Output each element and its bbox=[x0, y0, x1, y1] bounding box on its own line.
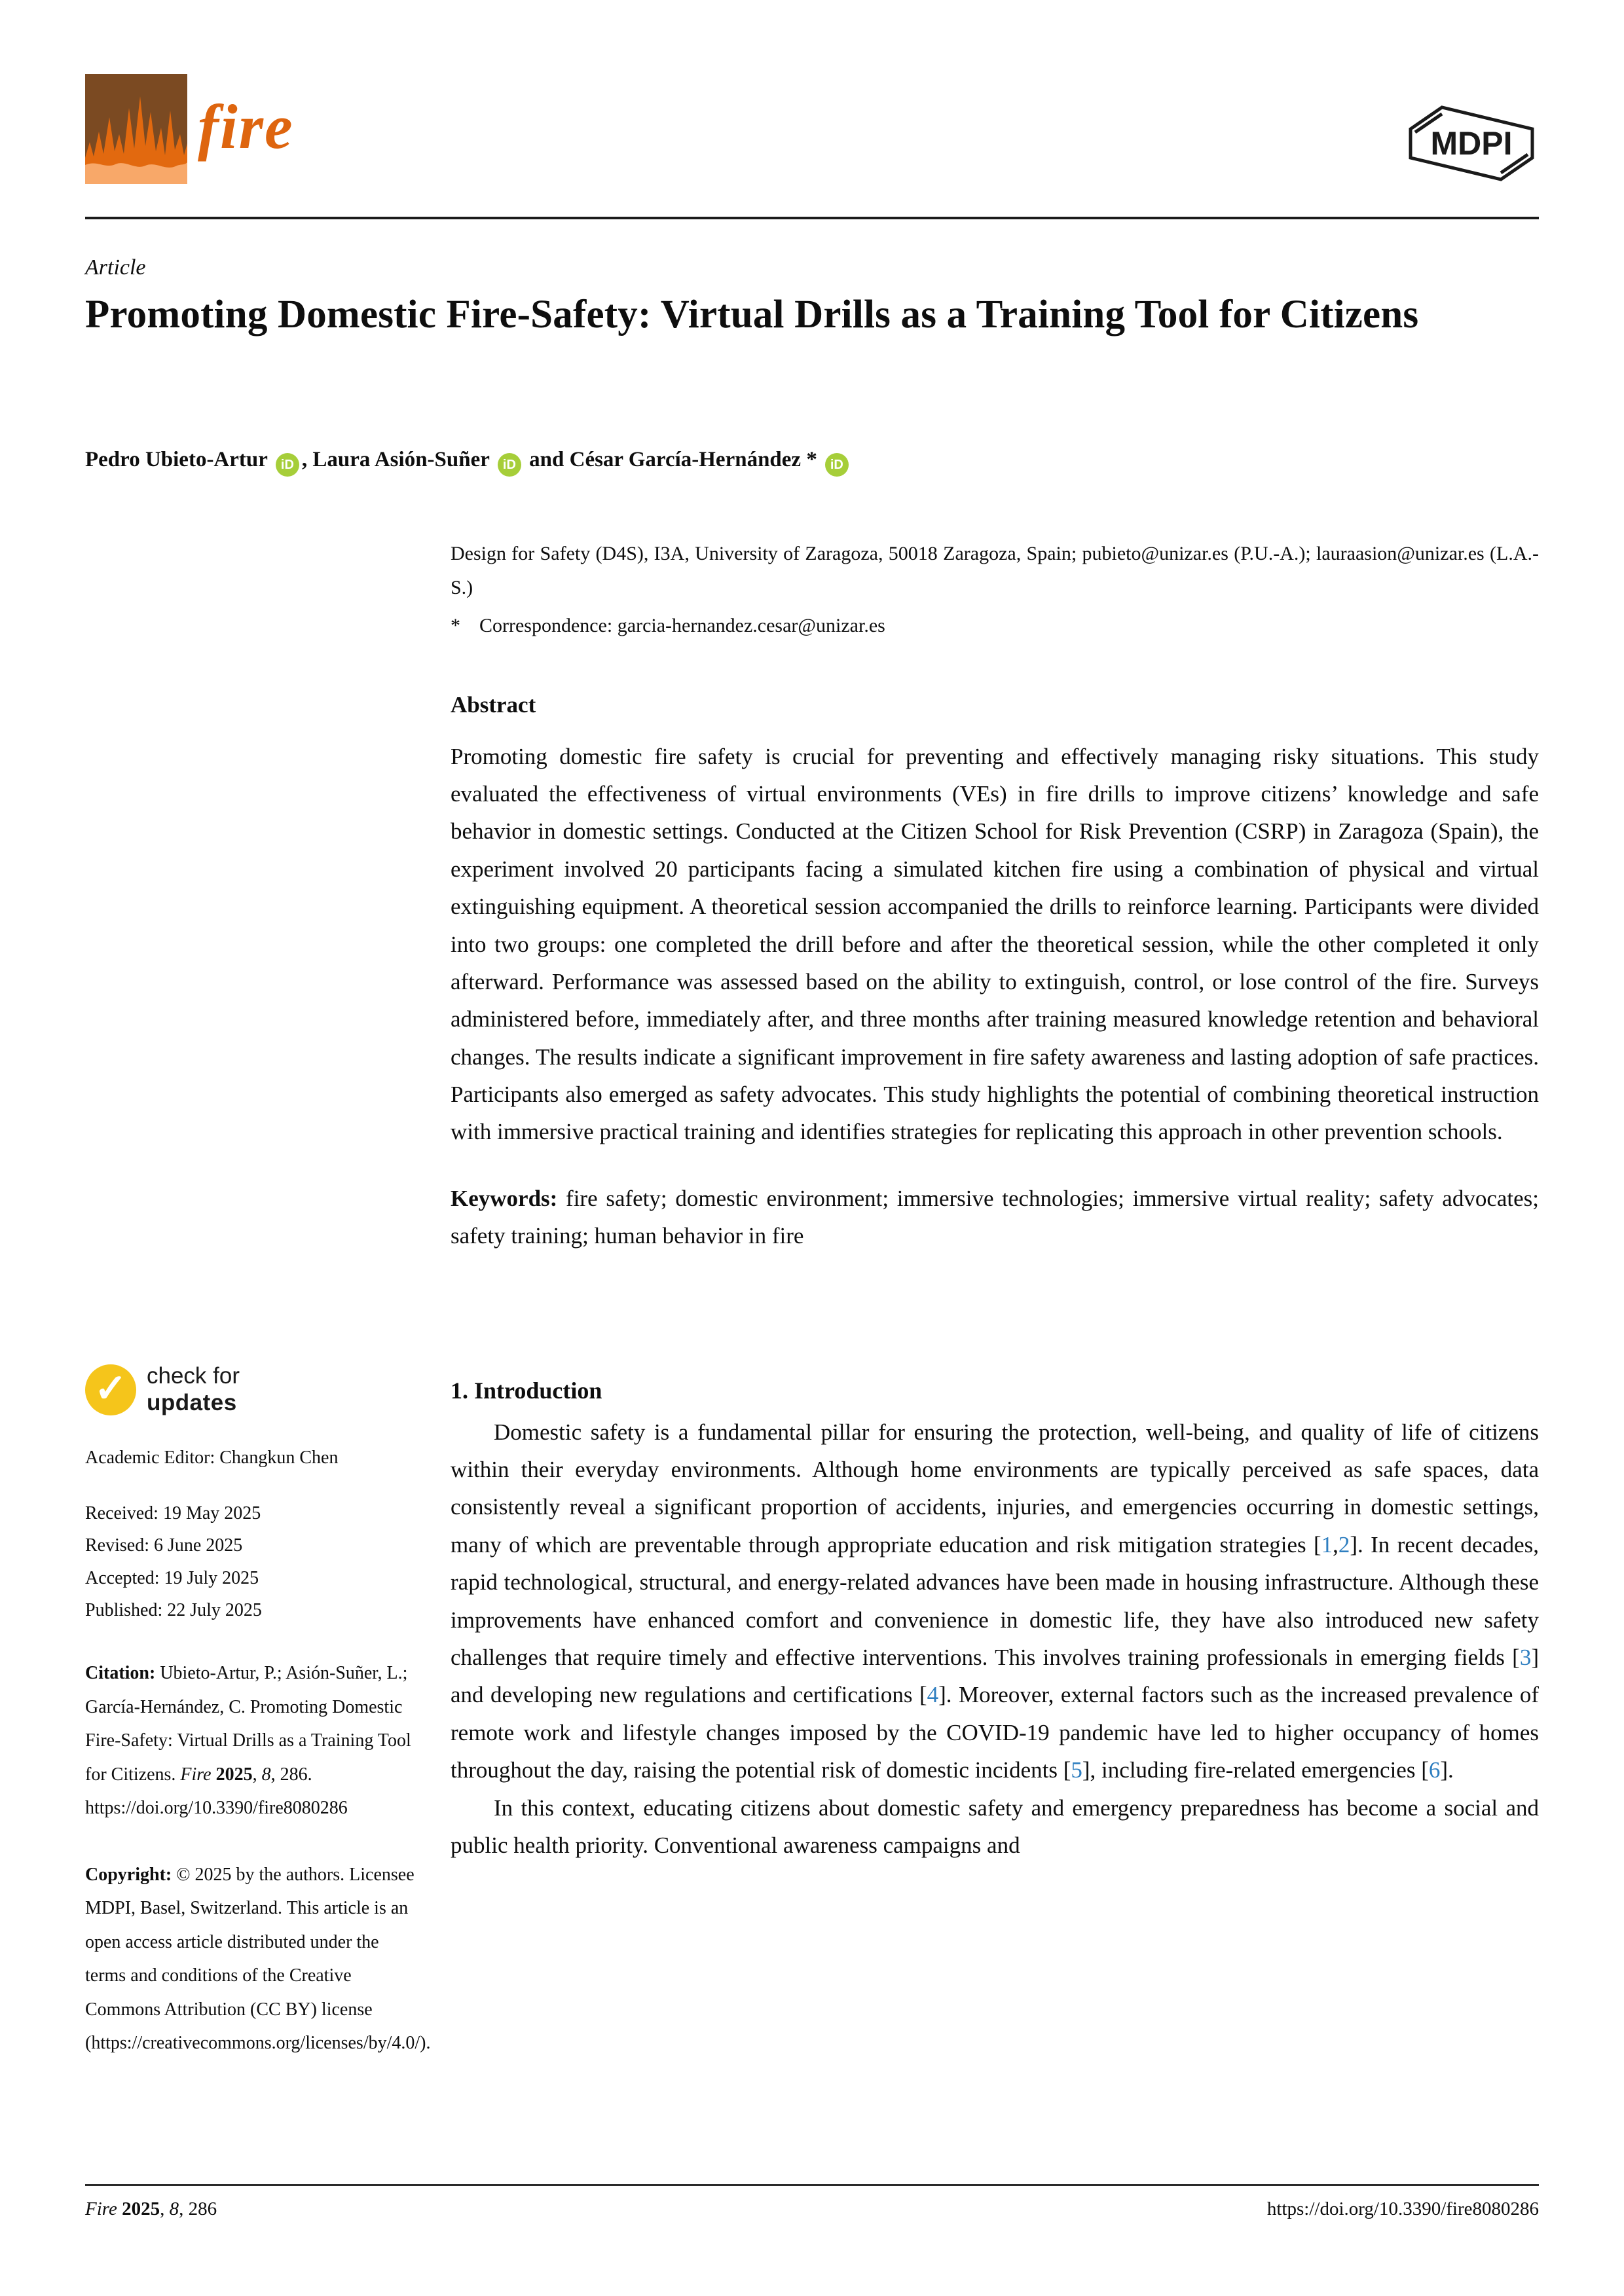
introduction-paragraph-1: Domestic safety is a fundamental pillar for ensuring the protection, well-being, and quality of life of citizens within their everyday environments. Although home environments are typically perceived as safe spaces, data consistently reveal a significant proportion of accidents, injuries, and emergencies occurring in domestic settings, many of which are preventable through appropriate education and risk mitigation strategies [1,2]. In recent decades, rapid technological, structural, and energy-related advances have been made in housing infrastructure. Although these improvements have enhanced comfort and convenience in domestic life, they have also introduced new safety challenges that require timely and effective interventions. This involves training professionals in emerging fields [3] and developing new regulations and certifications [4]. Moreover, external factors such as the increased prevalence of remote work and lifestyle changes imposed by the COVID-19 pandemic have led to higher occupancy of homes throughout the day, raising the potential risk of domestic incidents [5], including fire-related emergencies [6]. bbox=[451, 1419, 1540, 1783]
check-for-updates-line2: updates bbox=[147, 1389, 237, 1415]
flame-icon bbox=[85, 74, 187, 184]
keywords-line: Keywords: fire safety; domestic environment; immersive technologies; immersive virtual reality; safety advocates; safety training; human behavior in fire bbox=[451, 1185, 1540, 1249]
footer-divider bbox=[85, 2184, 1539, 2186]
footer-journal-ref: Fire 2025, 8, 286 bbox=[85, 2198, 217, 2219]
check-for-updates-line1: check for bbox=[147, 1363, 240, 1389]
article-meta-sidebar bbox=[85, 1363, 431, 2060]
correspondence-text[interactable]: Correspondence: garcia-hernandez.cesar@unizar.es bbox=[479, 615, 885, 637]
academic-editor: Academic Editor: Changkun Chen bbox=[85, 1448, 339, 1468]
citation-ref-link[interactable]: 2 bbox=[1338, 1531, 1350, 1558]
author-name: Pedro Ubieto-Artur bbox=[85, 448, 268, 471]
abstract-heading: Abstract bbox=[451, 691, 536, 718]
check-icon: ✓ bbox=[85, 1364, 136, 1415]
check-for-updates-badge[interactable] bbox=[85, 1363, 420, 1416]
orcid-icon[interactable]: iD bbox=[825, 453, 849, 477]
author-separator: and bbox=[523, 448, 570, 471]
footer-doi-link[interactable]: https://doi.org/10.3390/fire8080286 bbox=[1266, 2198, 1539, 2219]
header-divider bbox=[85, 217, 1539, 219]
fire-journal-logo bbox=[85, 74, 187, 184]
mdpi-hexagon-icon bbox=[1405, 102, 1539, 185]
author-name: Laura Asión-Suñer bbox=[312, 448, 490, 471]
correspondence-line bbox=[451, 609, 1539, 643]
check-for-updates-label bbox=[147, 1363, 240, 1416]
journal-name: fire bbox=[198, 92, 294, 162]
orcid-icon[interactable]: iD bbox=[276, 453, 299, 477]
page-title: Promoting Domestic Fire-Safety: Virtual Drills as a Training Tool for Citizens bbox=[85, 293, 1419, 337]
citation-ref-link[interactable]: 3 bbox=[1519, 1644, 1532, 1670]
published-date: Published: 22 July 2025 bbox=[85, 1599, 262, 1620]
accepted-date: Accepted: 19 July 2025 bbox=[85, 1567, 259, 1588]
citation-ref-link[interactable]: 6 bbox=[1428, 1757, 1441, 1783]
mdpi-logo bbox=[1405, 102, 1539, 185]
abstract-body: Promoting domestic fire safety is crucial for preventing and effectively managing risky situations. This study evaluated the effectiveness of virtual environments (VEs) in fire drills to improve citizens’ knowledge and safe behavior in domestic settings. Conducted at the Citizen School for Risk Prevention (CSRP) in Zaragoza (Spain), the experiment involved 20 participants facing a simulated kitchen fire using a combination of physical and virtual extinguishing equipment. A theoretical session accompanied the drills to reinforce learning. Participants were divided into two groups: one completed the drill before and after the theoretical session, while the other completed it only afterward. Performance was assessed based on the ability to extinguish, control, or lose control of the fire. Surveys administered before, immediately after, and three months after training measured knowledge retention and behavioral changes. The results indicate a significant improvement in fire safety awareness and lasting adoption of safe practices. Participants also emerged as safety advocates. This study highlights the potential of combining theoretical instruction with immersive practical training and identifies strategies for replicating this approach in other prevention schools. bbox=[451, 743, 1539, 1145]
citation-ref-link[interactable]: 1 bbox=[1321, 1531, 1333, 1558]
orcid-icon[interactable]: iD bbox=[498, 453, 521, 477]
mdpi-logo-text: MDPI bbox=[1430, 125, 1513, 162]
citation-ref-link[interactable]: 4 bbox=[927, 1682, 939, 1708]
citation-ref-link[interactable]: 5 bbox=[1071, 1757, 1082, 1783]
author-separator: , bbox=[301, 448, 313, 471]
copyright-block: Copyright: © 2025 by the authors. Licensee MDPI, Basel, Switzerland. This article is an open access article distributed under the terms and conditions of the Creative Commons Attribution (CC BY) license (https://creativecommons.org/licenses/by/4.0/). bbox=[85, 1864, 431, 2054]
revised-date: Revised: 6 June 2025 bbox=[85, 1535, 243, 1556]
affiliation-text: Design for Safety (D4S), I3A, University of Zaragoza, 50018 Zaragoza, Spain; pubieto@unizar.es (P.U.-A.); lauraasion@unizar.es (L.A.-S.) bbox=[451, 543, 1539, 599]
author-line bbox=[85, 448, 851, 477]
received-date: Received: 19 May 2025 bbox=[85, 1503, 261, 1524]
citation-block: Citation: Ubieto-Artur, P.; Asión-Suñer, L.; García-Hernández, C. Promoting Domestic Fire-Safety: Virtual Drills as a Training Tool for Citizens. Fire 2025, 8, 286. https://doi.org/10.3390/fire8080286 bbox=[85, 1663, 411, 1819]
introduction-heading: 1. Introduction bbox=[451, 1377, 602, 1404]
author-name: César García-Hernández * bbox=[569, 448, 817, 471]
main-column bbox=[451, 537, 1539, 1864]
page-footer bbox=[85, 2198, 1539, 2220]
correspondence-marker: * bbox=[451, 615, 460, 637]
introduction-paragraph-2: In this context, educating citizens about domestic safety and emergency preparedness has become a social and public health priority. Conventional awareness campaigns and bbox=[451, 1795, 1539, 1858]
history-dates bbox=[85, 1497, 420, 1626]
article-type-label: Article bbox=[85, 255, 146, 280]
